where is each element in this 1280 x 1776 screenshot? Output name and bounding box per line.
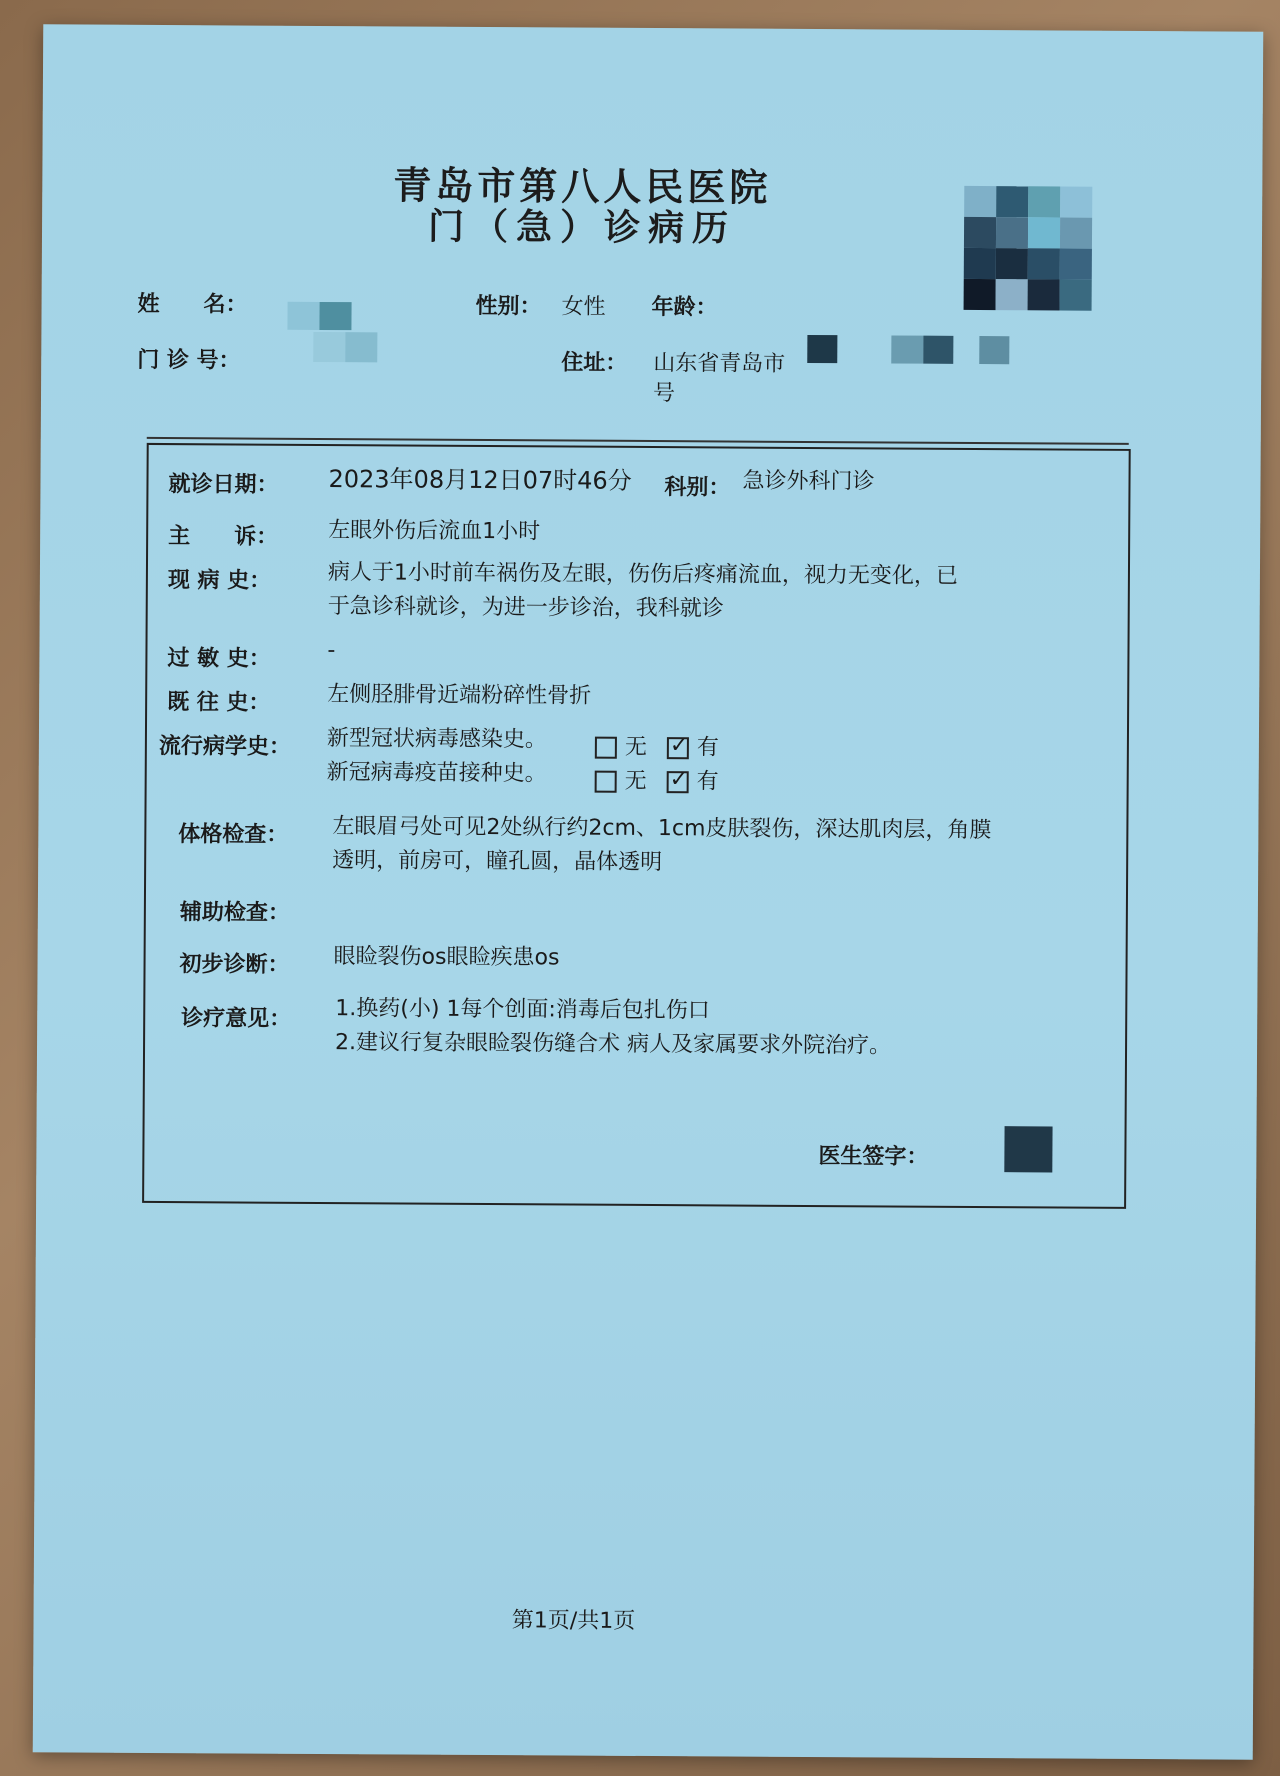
redacted-name: [287, 302, 319, 330]
visit-date-label: 就诊日期：: [168, 472, 279, 498]
signature-label: 医生签字：: [818, 1144, 929, 1170]
dept-label: 科别：: [664, 475, 731, 501]
redacted-address-block-2: [923, 336, 953, 364]
epi-item-2-no[interactable]: [595, 764, 647, 795]
redacted-address-block-3: [979, 336, 1009, 364]
physical-exam-line1: 左眼眉弓处可见2处纵行约2cm、1cm皮肤裂伤，深达肌肉层，角膜: [332, 814, 992, 844]
epidemiology-label: 流行病学史：: [158, 734, 291, 760]
page-number: 第1页/共1页: [511, 1608, 636, 1634]
redacted-address: [807, 335, 837, 363]
checked-box-icon[interactable]: [667, 737, 689, 759]
redacted-name-block: [319, 302, 351, 330]
epi-item-text: 新冠病毒疫苗接种史。: [326, 760, 547, 787]
checkbox-icon[interactable]: [595, 737, 617, 759]
age-label: 年龄：: [651, 295, 718, 321]
epi-item-text: 新型冠状病毒感染史。: [326, 726, 548, 753]
sex-value: 女性: [561, 294, 606, 320]
hospital-name: 青岛市第八人民医院: [393, 162, 772, 210]
redacted-address-block-1: [891, 335, 923, 363]
redacted-clinic-no: [313, 332, 345, 362]
option-no-label: 无: [624, 734, 647, 760]
present-history-line2: 于急诊科就诊，为进一步诊治，我科就诊: [327, 594, 724, 622]
checkbox-icon[interactable]: [595, 771, 617, 793]
complaint-label: 主 诉：: [168, 524, 279, 550]
physical-exam-label: 体格检查：: [178, 822, 289, 848]
visit-date-value: 2023年08月12日07时46分: [328, 465, 632, 495]
redacted-signature: [1004, 1126, 1052, 1172]
sex-label: 性别：: [475, 293, 542, 320]
address-line2: 号: [652, 381, 676, 407]
present-history-line1: 病人于1小时前车祸伤及左眼，伤伤后疼痛流血，视力无变化，已: [327, 560, 959, 589]
past-history-label: 既 往 史：: [167, 690, 271, 716]
dept-value: 急诊外科门诊: [742, 468, 875, 495]
medical-record-paper: [33, 24, 1264, 1759]
aux-exam-label: 辅助检查：: [179, 900, 290, 926]
epi-item-2-yes[interactable]: [667, 764, 719, 795]
checked-box-icon[interactable]: [667, 771, 689, 793]
option-no-label: 无: [624, 768, 647, 794]
option-yes-label: 有: [696, 735, 719, 761]
physical-exam-line2: 透明，前房可，瞳孔圆，晶体透明: [332, 848, 663, 876]
name-label: 姓 名：: [137, 291, 248, 318]
complaint-value: 左眼外伤后流血1小时: [328, 518, 541, 545]
qr-code-icon: [964, 186, 1093, 311]
advice-line2: 2.建议行复杂眼睑裂伤缝合术 病人及家属要求外院治疗。: [334, 1030, 892, 1059]
epi-item-1-yes[interactable]: [667, 730, 719, 761]
option-yes-label: 有: [696, 769, 719, 795]
record-type-title: 门（急）诊病历: [427, 205, 737, 250]
advice-label: 诊疗意见：: [181, 1006, 292, 1032]
address-label: 住址：: [561, 350, 628, 376]
past-history-value: 左侧胫腓骨近端粉碎性骨折: [327, 682, 592, 709]
address-value: 山东省青岛市: [653, 351, 786, 377]
present-history-label: 现 病 史：: [167, 568, 272, 594]
allergy-label: 过 敏 史：: [167, 646, 271, 672]
diagnosis-label: 初步诊断：: [179, 952, 290, 978]
advice-line1: 1.换药(小) 1每个创面:消毒后包扎伤口: [335, 996, 710, 1024]
allergy-value: -: [327, 638, 336, 664]
record-box: [142, 443, 1131, 1209]
diagnosis-value: 眼睑裂伤os眼睑疾患os: [333, 944, 560, 971]
redacted-clinic-no-block: [345, 332, 377, 362]
epi-item-1-no[interactable]: [595, 730, 647, 761]
clinic-no-label: 门 诊 号：: [137, 347, 241, 374]
